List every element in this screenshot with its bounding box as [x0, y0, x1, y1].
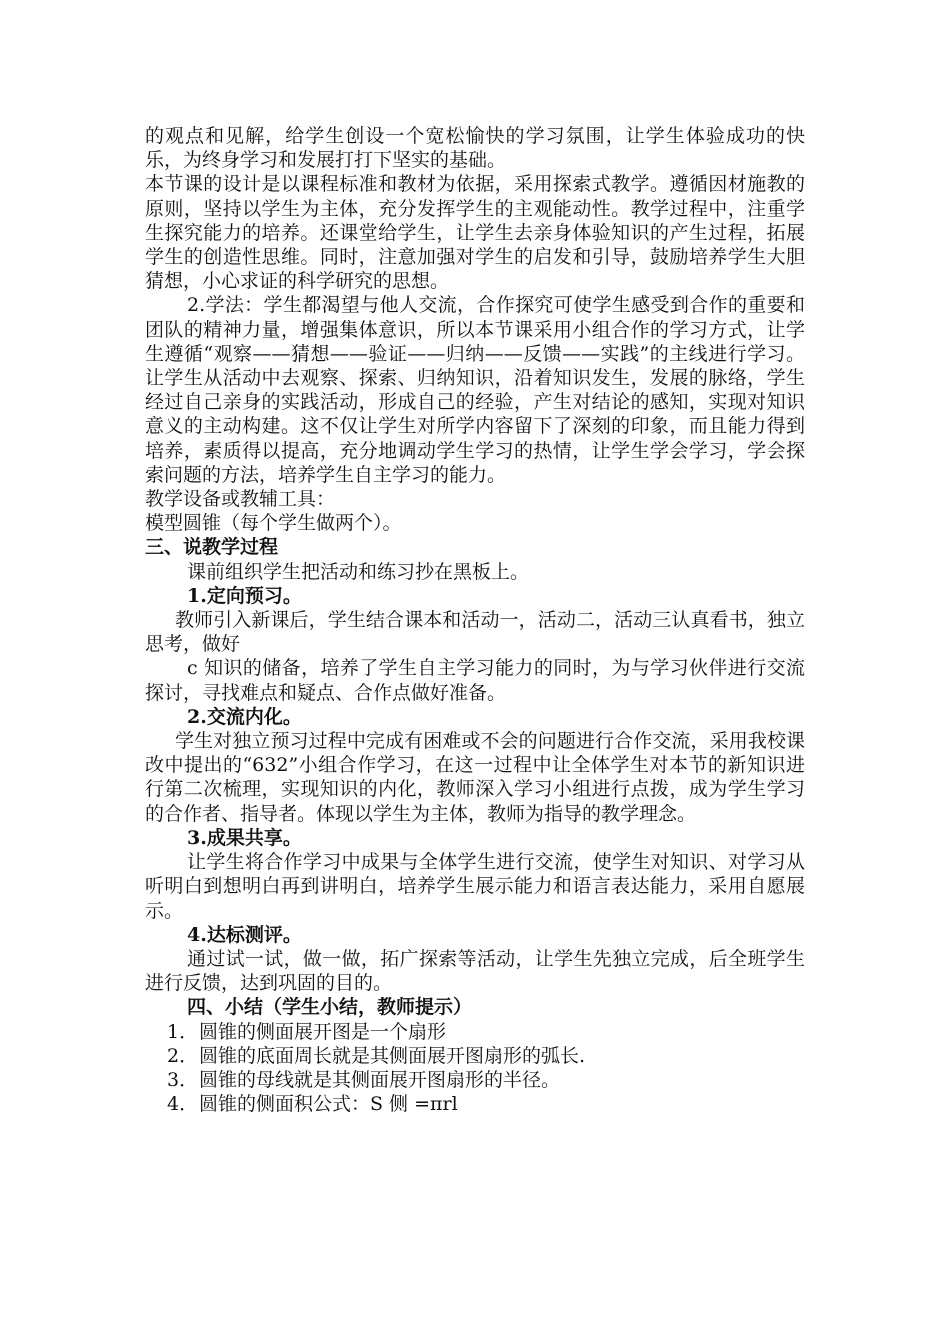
paragraph-preparation: 课前组织学生把活动和练习抄在黑板上。 [187, 560, 530, 583]
list-number: 3． [167, 1068, 199, 1091]
paragraph-design-basis: 本节课的设计是以课程标准和教材为依据，采用探索式教学。遵循因材施教的原则，坚持以学生为主体，充分发挥学生的主观能动性。教学过程中，注重学生探究能力的培养。还课堂给学生，让学生去亲身体验知识的产生过程，拓展学生的创造性思维。同时，注意加强对学生的启发和引导，鼓励培养学生大胆猜想，小心求证的科学研究的思想。 [145, 173, 805, 293]
list-item [145, 1092, 805, 1116]
list-text: 圆锥的底面周长就是其侧面展开图扇形的弧长. [199, 1044, 586, 1067]
paragraph-assessment: 通过试一试，做一做，拓广探索等活动，让学生先独立完成，后全班学生进行反馈，达到巩固的目的。 [145, 947, 805, 995]
list-item [145, 1068, 805, 1092]
paragraph-equipment-label: 教学设备或教辅工具： [145, 488, 336, 511]
list-text: 圆锥的侧面积公式：S 侧 =πrl [199, 1093, 458, 1116]
list-text: 圆锥的母线就是其侧面展开图扇形的半径。 [199, 1068, 561, 1091]
subheading-sharing: 3.成果共享。 [187, 826, 302, 849]
document-page [145, 124, 805, 1116]
list-item [145, 1044, 805, 1068]
paragraph-preview-1: 教师引入新课后，学生结合课本和活动一，活动二，活动三认真看书，独立思考，做好 [145, 609, 805, 656]
list-text: 圆锥的侧面展开图是一个扇形 [199, 1020, 447, 1043]
subheading-preview: 1.定向预习。 [187, 584, 302, 607]
paragraph-preview-2: c 知识的储备，培养了学生自主学习能力的同时，为与学习伙伴进行交流探讨，寻找难点和疑点、合作点做好准备。 [145, 657, 805, 704]
list-number: 2． [167, 1044, 199, 1067]
section-heading-summary: 四、小结（学生小结，教师提示） [187, 996, 473, 1019]
paragraph-learning-method: 2.学法：学生都渴望与他人交流，合作探究可使学生感受到合作的重要和团队的精神力量，增强集体意识，所以本节课采用小组合作的学习方式，让学生遵循“观察——猜想——验证——归纳——反馈——实践”的主线进行学习。让学生从活动中去观察、探索、归纳知识，沿着知识发生，发展的脉络，学生经过自己亲身的实践活动，形成自己的经验，产生对结论的感知，实现对知识意义的主动构建。这不仅让学生对所学内容留下了深刻的印象，而且能力得到培养，素质得以提高，充分地调动学生学习的热情，让学生学会学习，学会探索问题的方法，培养学生自主学习的能力。 [145, 294, 805, 486]
paragraph-equipment-model: 模型圆锥（每个学生做两个）。 [145, 512, 402, 535]
paragraph-intro-continued: 的观点和见解，给学生创设一个宽松愉快的学习氛围，让学生体验成功的快乐，为终身学习和发展打打下坚实的基础。 [145, 125, 805, 172]
list-number: 4． [167, 1093, 199, 1116]
list-item [145, 1020, 805, 1044]
subheading-exchange: 2.交流内化。 [187, 705, 302, 728]
subheading-assessment: 4.达标测评。 [187, 923, 302, 946]
paragraph-sharing: 让学生将合作学习中成果与全体学生进行交流，使学生对知识、对学习从听明白到想明白再到讲明白，培养学生展示能力和语言表达能力，采用自愿展示。 [145, 851, 805, 922]
summary-list [145, 1020, 805, 1117]
section-heading-teaching-process: 三、说教学过程 [145, 536, 279, 559]
list-number: 1． [167, 1020, 199, 1043]
paragraph-exchange: 学生对独立预习过程中完成有困难或不会的问题进行合作交流，采用我校课改中提出的“632”小组合作学习，在这一过程中让全体学生对本节的新知识进行第二次梳理，实现知识的内化，教师深入学习小组进行点拨，成为学生学习的合作者、指导者。体现以学生为主体，教师为指导的教学理念。 [145, 730, 805, 825]
